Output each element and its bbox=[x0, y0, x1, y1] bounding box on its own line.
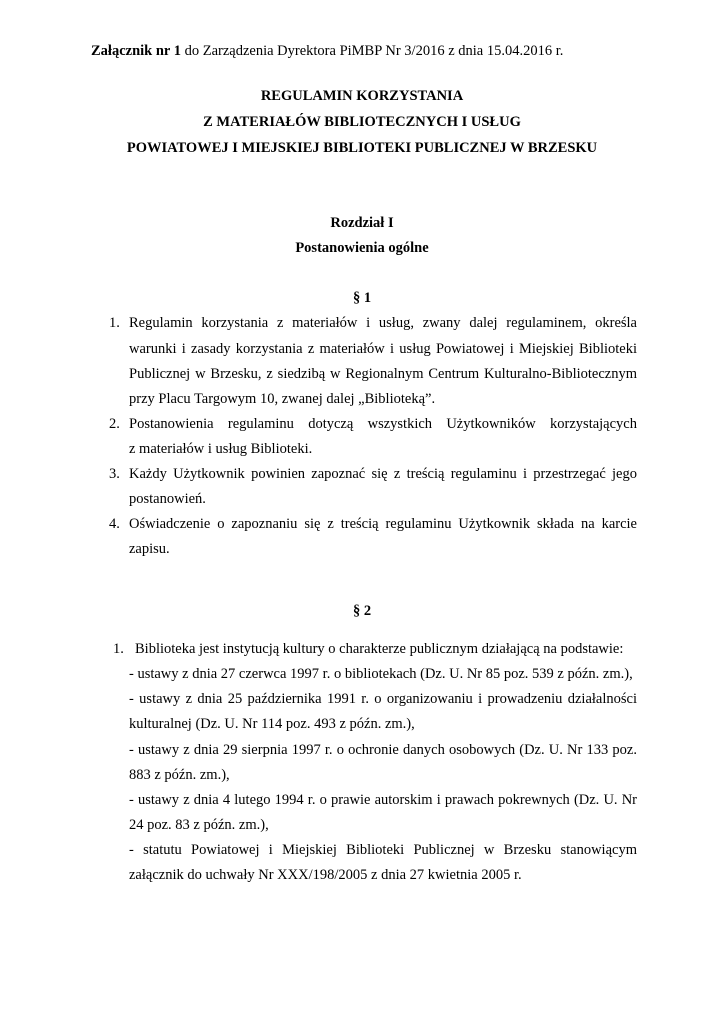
list-item-line: zapisu. bbox=[129, 541, 170, 557]
legal-basis-line: kulturalnej (Dz. U. Nr 114 poz. 493 z późn. zm.), bbox=[129, 716, 415, 732]
legal-basis-line: 883 z późn. zm.), bbox=[129, 767, 230, 783]
legal-basis-line: - ustawy z dnia 27 czerwca 1997 r. o bibliotekach (Dz. U. Nr 85 poz. 539 z późn. zm.), bbox=[129, 666, 633, 682]
list-item-line: Regulamin korzystania z materiałów i usług, zwany dalej regulaminem, określa bbox=[129, 315, 637, 331]
list-item-number: 3. bbox=[109, 466, 120, 482]
document-title-line-3: POWIATOWEJ I MIEJSKIEJ BIBLIOTEKI PUBLICZNEJ W BRZESKU bbox=[126, 140, 598, 156]
section-1-heading: § 1 bbox=[352, 290, 372, 306]
list-item-line: z materiałów i usług Biblioteki. bbox=[129, 441, 313, 457]
attachment-label: Załącznik nr 1 bbox=[91, 43, 181, 59]
list-item-line: postanowień. bbox=[129, 491, 206, 507]
chapter-name: Postanowienia ogólne bbox=[295, 240, 429, 256]
legal-basis-line: załącznik do uchwały Nr XXX/198/2005 z dnia 27 kwietnia 2005 r. bbox=[129, 867, 522, 883]
legal-basis-line: 24 poz. 83 z późn. zm.), bbox=[129, 817, 269, 833]
document-title-line-1: REGULAMIN KORZYSTANIA bbox=[260, 88, 464, 104]
list-item-number: 1. bbox=[109, 315, 120, 331]
chapter-number: Rozdział I bbox=[330, 215, 394, 231]
section-2-heading: § 2 bbox=[352, 603, 372, 619]
legal-basis-line: - ustawy z dnia 25 października 1991 r. o organizowaniu i prowadzeniu działalności bbox=[129, 691, 637, 707]
list-item-line: Postanowienia regulaminu dotyczą wszystkich Użytkowników korzystających bbox=[129, 416, 637, 432]
list-item-line: Każdy Użytkownik powinien zapoznać się z treścią regulaminu i przestrzegać jego bbox=[129, 466, 637, 482]
legal-basis-line: - ustawy z dnia 4 lutego 1994 r. o prawie autorskim i prawach pokrewnych (Dz. U. Nr bbox=[129, 792, 637, 808]
document-title-line-2: Z MATERIAŁÓW BIBLIOTECZNYCH I USŁUG bbox=[203, 114, 521, 130]
section-2-intro: Biblioteka jest instytucją kultury o charakterze publicznym działającą na podstawie: bbox=[135, 641, 624, 657]
list-item-line: Oświadczenie o zapoznaniu się z treścią regulaminu Użytkownik składa na karcie bbox=[129, 516, 637, 532]
list-item-line: warunki i zasady korzystania z materiałów i usług Powiatowej i Miejskiej Biblioteki bbox=[129, 341, 637, 357]
list-item-number: 2. bbox=[109, 416, 120, 432]
list-item-line: Publicznej w Brzesku, z siedzibą w Regionalnym Centrum Kulturalno-Bibliotecznym bbox=[129, 366, 637, 382]
attachment-description: do Zarządzenia Dyrektora PiMBP Nr 3/2016 z dnia 15.04.2016 r. bbox=[180, 43, 564, 59]
legal-basis-line: - statutu Powiatowej i Miejskiej Biblioteki Publicznej w Brzesku stanowiącym bbox=[129, 842, 637, 858]
list-item-number: 4. bbox=[109, 516, 120, 532]
list-item-line: przy Placu Targowym 10, zwanej dalej „Biblioteką”. bbox=[129, 391, 436, 407]
list-item-number: 1. bbox=[113, 641, 124, 657]
attachment-header bbox=[91, 43, 563, 60]
legal-basis-line: - ustawy z dnia 29 sierpnia 1997 r. o ochronie danych osobowych (Dz. U. Nr 133 poz. bbox=[129, 742, 637, 758]
